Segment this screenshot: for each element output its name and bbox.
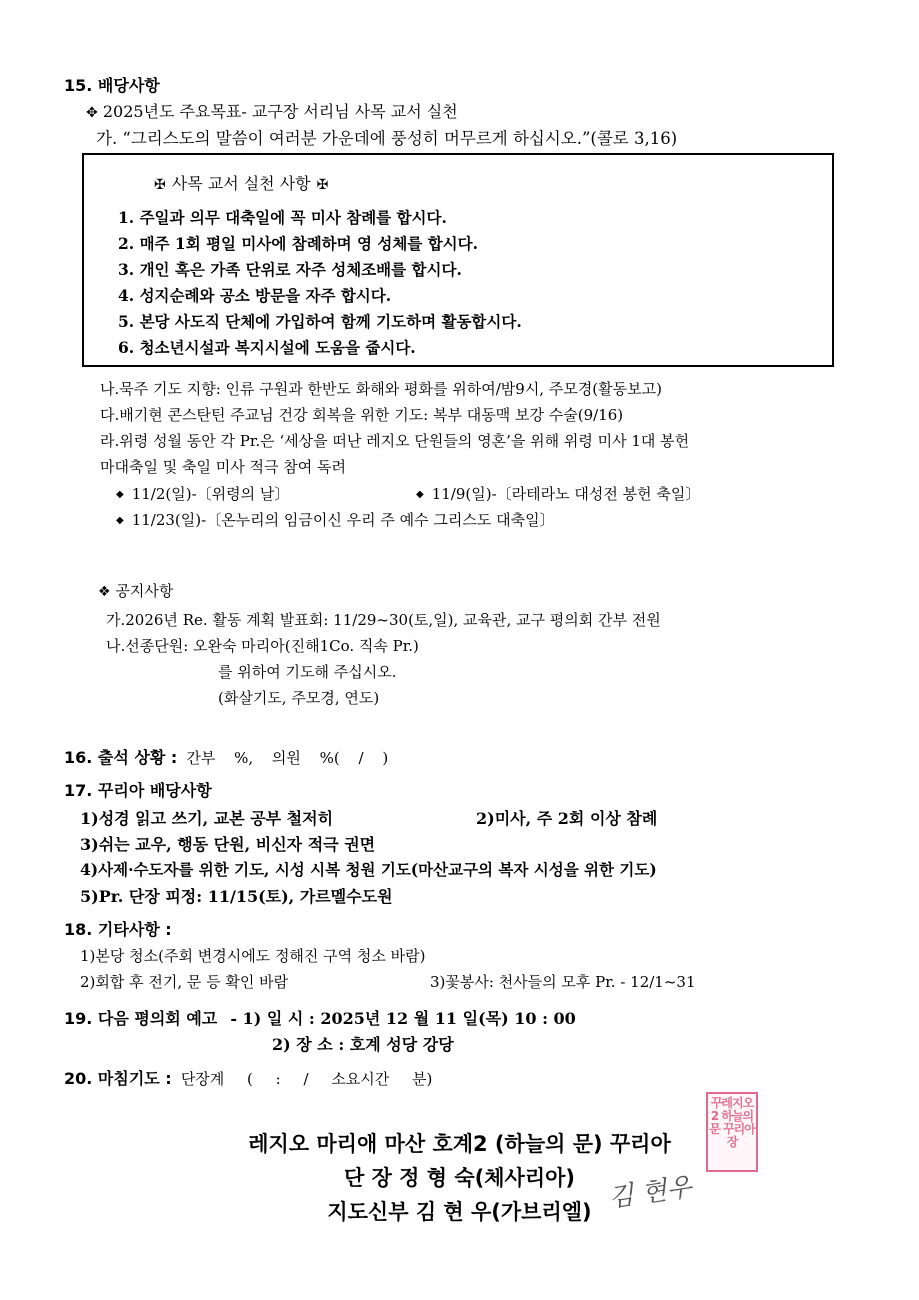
cross-icon: ✠ — [316, 177, 329, 193]
meeting-date: - 1) 일 시 : 2025년 12 월 11 일(목) 10 : 00 — [230, 1009, 576, 1028]
meeting-place: 2) 장 소 : 호계 성당 강당 — [272, 1035, 454, 1054]
closing-prayer-text: 단장계 ( : / 소요시간 분) — [180, 1070, 433, 1088]
curia-item: 2)미사, 주 2회 이상 참례 — [476, 809, 658, 828]
goal-line — [86, 99, 458, 122]
curia-item: 5)Pr. 단장 피정: 11/15(토), 가르멜수도원 — [80, 887, 393, 906]
date-item — [116, 483, 289, 504]
box-title-line — [148, 171, 334, 194]
box-title: 사목 교서 실천 사항 — [171, 174, 311, 193]
other-item: 1)본당 청소(주회 변경시에도 정해진 구역 청소 바람) — [80, 947, 426, 965]
scripture-line: 가. “그리스도의 말씀이 여러분 가운데에 풍성히 머무르게 하십시오.”(콜로 3,16) — [96, 129, 678, 148]
diamond-bullet-icon: ❖ — [98, 584, 111, 600]
curia-item: 4)사제·수도자를 위한 기도, 시성 시복 청원 기도(마산교구의 복자 시성을 위한 기도) — [80, 860, 657, 879]
leader-name: 단 장 정 형 숙(체사리아) — [343, 1166, 575, 1190]
notice-title-line — [98, 580, 173, 601]
section-20-title: 20. 마침기도 : — [64, 1069, 172, 1088]
date-text: 11/9(일)-〔라테라노 대성전 봉헌 축일〕 — [431, 485, 701, 503]
section-19 — [64, 1006, 576, 1029]
box-item: 6. 청소년시설과 복지시설에 도움을 줍시다. — [118, 338, 416, 357]
date-item — [416, 483, 700, 504]
box-item: 2. 매주 1회 평일 미사에 참례하며 영 성체를 합시다. — [118, 234, 479, 253]
handwritten-signature: 김 현우 — [606, 1172, 694, 1214]
box-item: 4. 성지순례와 공소 방문을 자주 합시다. — [118, 286, 392, 305]
notice-item: 가.2026년 Re. 활동 계획 발표회: 11/29~30(토,일), 교육관, 교구 평의회 간부 전원 — [106, 611, 661, 629]
official-seal-stamp: 꾸레지오2 하늘의문 꾸리아장 — [706, 1092, 758, 1172]
other-item: 3)꽃봉사: 천사들의 모후 Pr. - 12/1~31 — [430, 973, 696, 991]
pastoral-letter-box — [82, 153, 834, 367]
org-name: 레지오 마리애 마산 호계2 (하늘의 문) 꾸리아 — [248, 1132, 671, 1156]
notice-item: 를 위하여 기도해 주십시오. — [218, 663, 397, 681]
attendance-text: 간부 %, 의원 %( / ) — [186, 749, 389, 767]
memorial-month-line-2: 마대축일 및 축일 미사 적극 참여 독려 — [100, 458, 346, 476]
cross-icon: ✠ — [154, 177, 166, 193]
box-item: 1. 주일과 의무 대축일에 꼭 미사 참례를 합시다. — [118, 208, 447, 227]
diamond-bullet-icon: ✥ — [86, 105, 98, 121]
box-item: 3. 개인 혹은 가족 단위로 자주 성체조배를 합시다. — [118, 260, 462, 279]
other-item: 2)회합 후 전기, 문 등 확인 바람 — [80, 973, 289, 991]
section-16-title: 16. 출석 상황 : — [64, 748, 178, 767]
date-item — [116, 509, 555, 530]
section-20 — [64, 1066, 432, 1089]
section-16 — [64, 745, 388, 768]
section-19-title: 19. 다음 평의회 예고 — [64, 1009, 218, 1028]
memorial-month-line: 라.위령 성월 동안 각 Pr.은 ‘세상을 떠난 레지오 단원들의 영혼’을 위해 위령 미사 1대 봉헌 — [100, 432, 690, 450]
rosary-intention: 나.묵주 기도 지향: 인류 구원과 한반도 화해와 평화를 위하여/밤9시, 주모경(활동보고) — [100, 380, 662, 398]
date-text: 11/23(일)-〔온누리의 임금이신 우리 주 예수 그리스도 대축일〕 — [131, 511, 555, 529]
bullet-icon: ◆ — [116, 489, 124, 500]
curia-item: 3)쉬는 교우, 행동 단원, 비신자 적극 권면 — [80, 835, 376, 854]
notice-item: (화살기도, 주모경, 연도) — [218, 689, 380, 707]
bullet-icon: ◆ — [116, 515, 124, 526]
notice-title: 공지사항 — [115, 582, 174, 600]
section-18-title: 18. 기타사항 : — [64, 920, 172, 939]
curia-item: 1)성경 읽고 쓰기, 교본 공부 철저히 — [80, 809, 334, 828]
box-item: 5. 본당 사도직 단체에 가입하여 함께 기도하며 활동합시다. — [118, 312, 522, 331]
bullet-icon: ◆ — [416, 489, 424, 500]
section-15-title: 15. 배당사항 — [64, 76, 160, 95]
priest-name: 지도신부 김 현 우(가브리엘) — [327, 1200, 592, 1224]
section-17-title: 17. 꾸리아 배당사항 — [64, 781, 212, 800]
notice-item: 나.선종단원: 오완숙 마리아(진해1Co. 직속 Pr.) — [106, 637, 419, 655]
goal-text: 2025년도 주요목표- 교구장 서리님 사목 교서 실천 — [102, 102, 458, 121]
bishop-prayer: 다.배기현 콘스탄틴 주교님 건강 회복을 위한 기도: 복부 대동맥 보강 수술(9/16) — [100, 406, 624, 424]
date-text: 11/2(일)-〔위령의 날〕 — [131, 485, 290, 503]
